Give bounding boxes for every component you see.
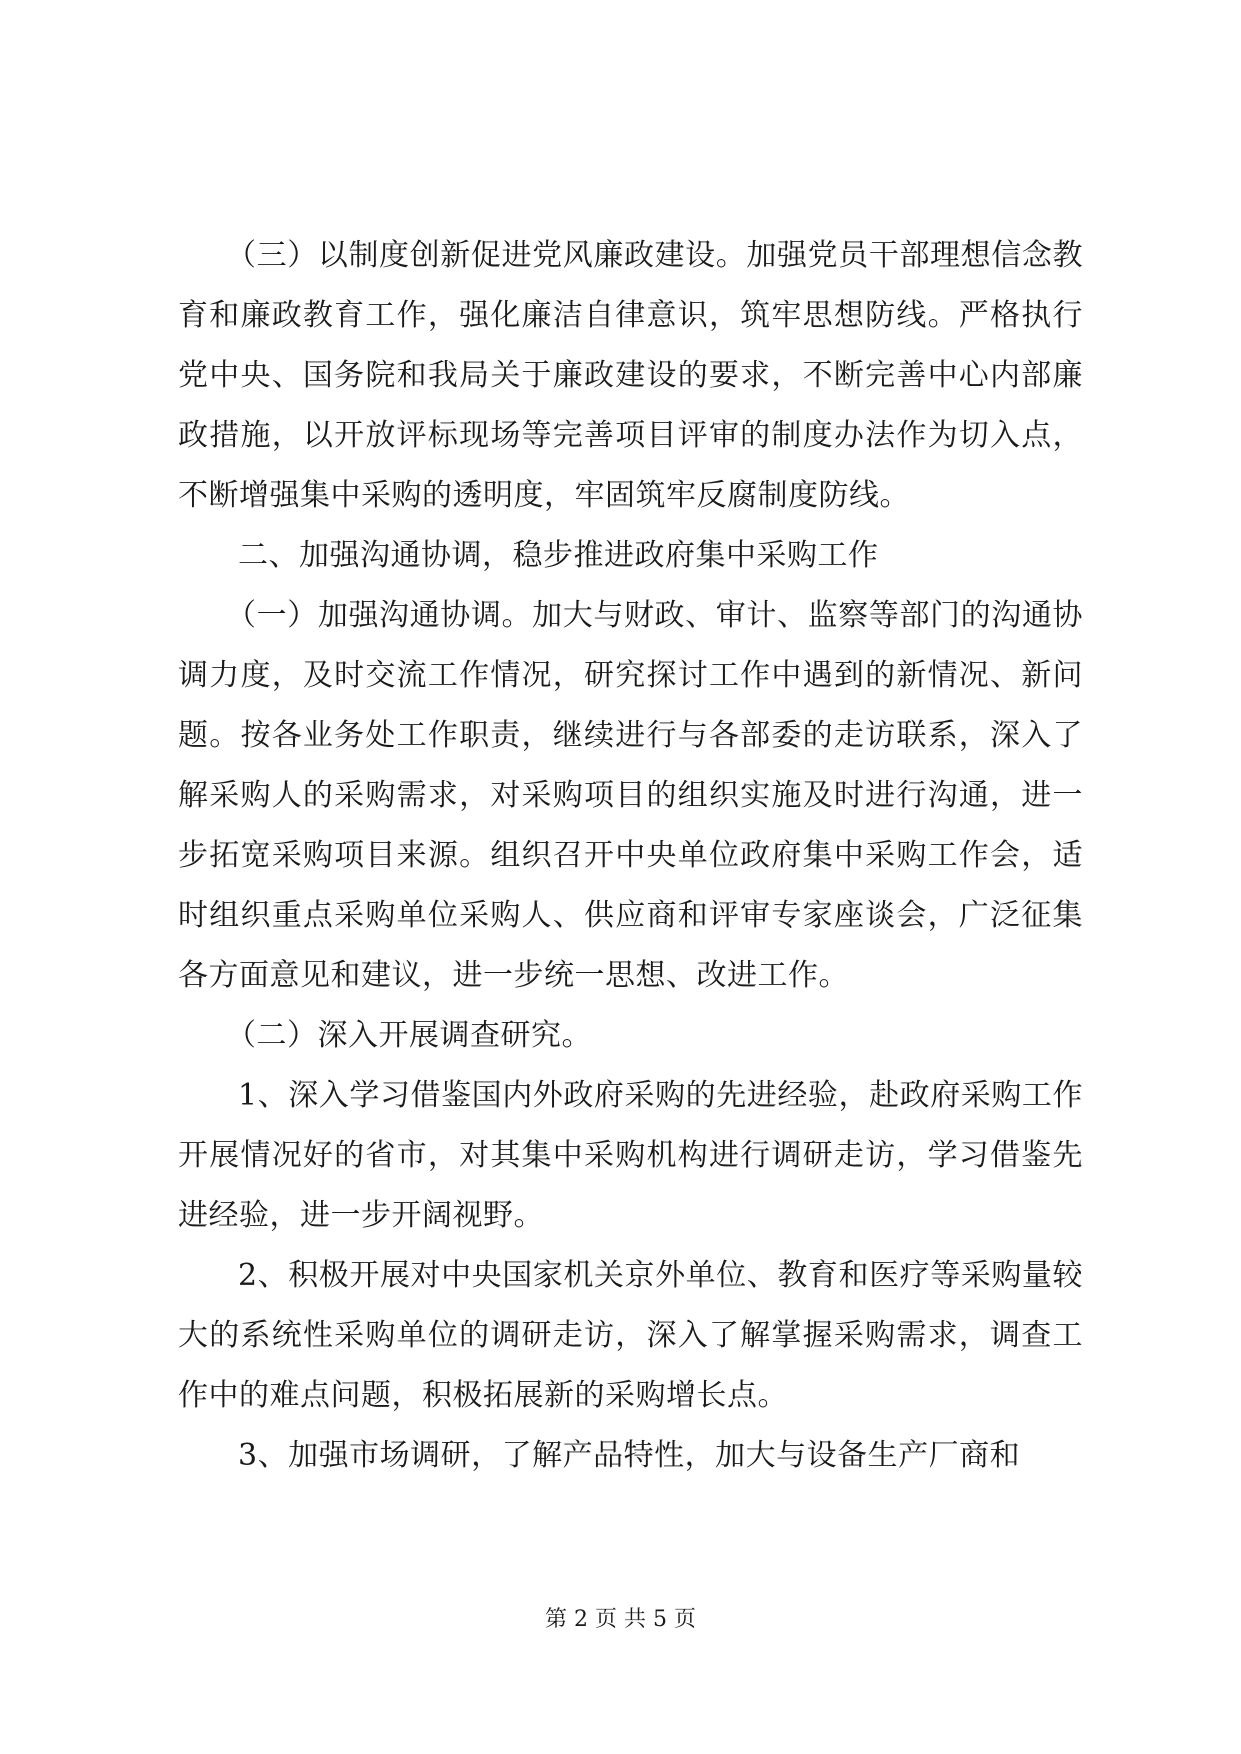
section-heading-communication: 二、加强沟通协调，稳步推进政府集中采购工作 xyxy=(238,538,879,573)
list-item-3: 3、加强市场调研，了解产品特性，加大与设备生产厂商和 xyxy=(238,1438,1021,1473)
list-item-2: 2、积极开展对中央国家机关京外单位、教育和医疗等采购量较大的系统性采购单位的调研走访，深入了解掌握采购需求，调查工作中的难点问题，积极拓展新的采购增长点。 xyxy=(178,1258,1083,1413)
page-number-footer: 第 2 页 共 5 页 xyxy=(545,1607,696,1632)
list-item-1: 1、深入学习借鉴国内外政府采购的先进经验，赴政府采购工作开展情况好的省市，对其集中采购机构进行调研走访，学习借鉴先进经验，进一步开阔视野。 xyxy=(178,1078,1083,1233)
paragraph-strengthen-communication: （一）加强沟通协调。加大与财政、审计、监察等部门的沟通协调力度，及时交流工作情况，研究探讨工作中遇到的新情况、新问题。按各业务处工作职责，继续进行与各部委的走访联系，深入了解采购人的采购需求，对采购项目的组织实施及时进行沟通，进一步拓宽采购项目来源。组织召开中央单位政府集中采购工作会，适时组织重点采购单位采购人、供应商和评审专家座谈会，广泛征集各方面意见和建议，进一步统一思想、改进工作。 xyxy=(178,598,1083,993)
paragraph-institutional-innovation: （三）以制度创新促进党风廉政建设。加强党员干部理想信念教育和廉政教育工作，强化廉洁自律意识，筑牢思想防线。严格执行党中央、国务院和我局关于廉政建设的要求，不断完善中心内部廉政措施，以开放评标现场等完善项目评审的制度办法作为切入点，不断增强集中采购的透明度，牢固筑牢反腐制度防线。 xyxy=(178,238,1083,513)
paragraph-investigation-heading: （二）深入开展调查研究。 xyxy=(226,1018,592,1053)
document-body xyxy=(178,226,1083,1486)
